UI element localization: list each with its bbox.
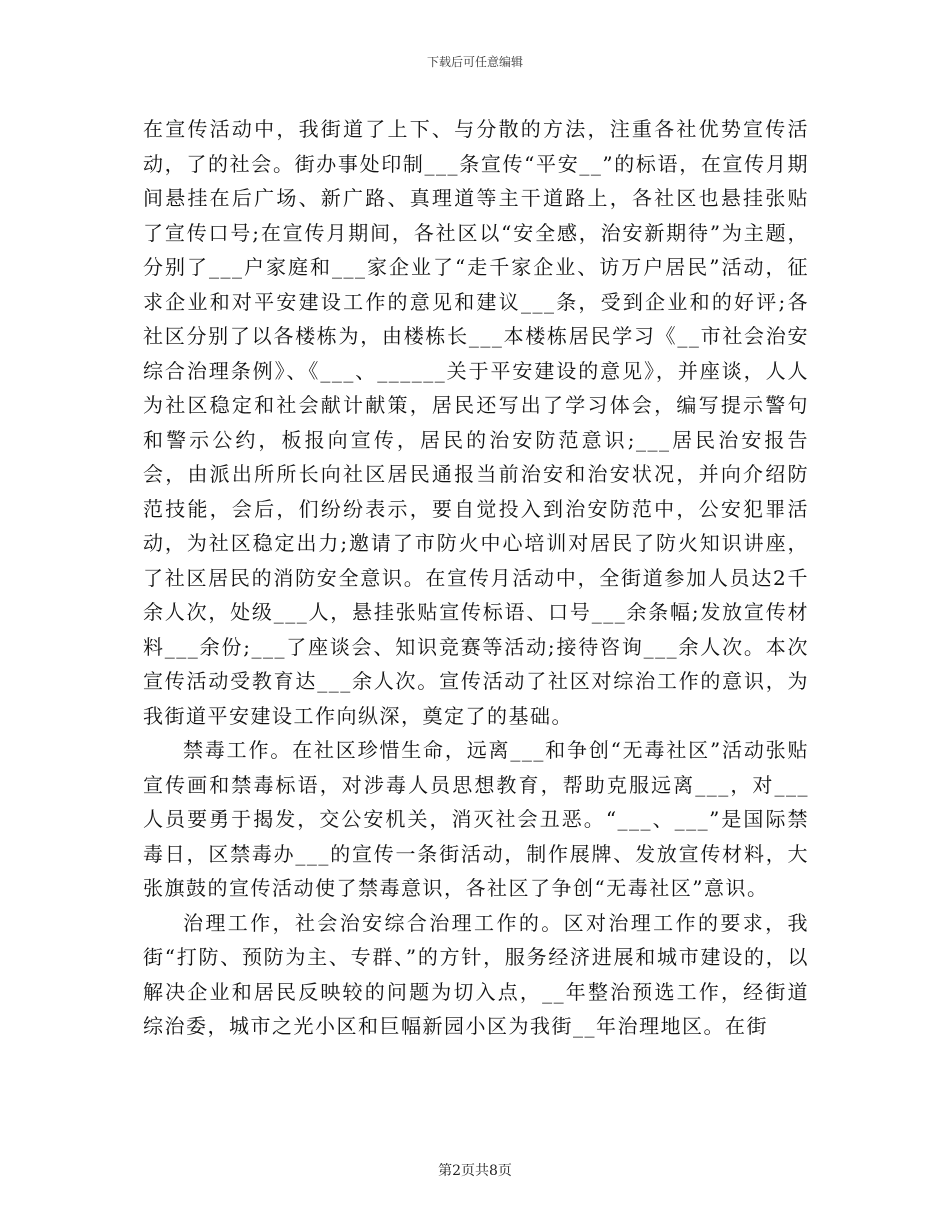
paragraph-publicity: 在宣传活动中，我街道了上下、与分散的方法，注重各社优势宣传活动，了的社会。街办事处印制___条宣传“平安__”的标语，在宣传月期间悬挂在后广场、新广路、真理道等主干道路上，各社区也悬挂张贴了宣传口号;在宣传月期间，各社区以“安全感，治安新期待”为主题，分别了___户家庭和___家企业了“走千家企业、访万户居民”活动，征求企业和对平安建设工作的意见和建议___条，受到企业和的好评;各社区分别了以各楼栋为，由楼栋长___本楼栋居民学习《__市社会治安综合治理条例》、《___、______关于平安建设的意见》，并座谈，人人为社区稳定和社会献计献策，居民还写出了学习体会，编写提示警句和警示公约，板报向宣传，居民的治安防范意识;___居民治安报告会，由派出所所长向社区居民通报当前治安和治安状况，并向介绍防范技能，会后，们纷纷表示，要自觉投入到治安防范中，公安犯罪活动，为社区稳定出力;邀请了市防火中心培训对居民了防火知识讲座，了社区居民的消防安全意识。在宣传月活动中，全街道参加人员达2千余人次，处级___人，悬挂张贴宣传标语、口号___余条幅;发放宣传材料___余份;___了座谈会、知识竞赛等活动;接待咨询___余人次。本次宣传活动受教育达___余人次。宣传活动了社区对综治工作的意识，为我街道平安建设工作向纵深，奠定了的基础。 <box>143 117 809 728</box>
header-note: 下载后可任意编辑 <box>426 55 523 69</box>
page-number: 第2页共8页 <box>438 1163 512 1179</box>
paragraph-governance: 治理工作，社会治安综合治理工作的。区对治理工作的要求，我街“打防、预防为主、专群、”的方针，服务经济进展和城市建设的，以解决企业和居民反映较的问题为切入点，__年整治预选工作，经街道综治委，城市之光小区和巨幅新园小区为我街__年治理地区。在街 <box>143 910 809 1038</box>
document-body <box>143 112 809 1044</box>
paragraph-drug-control: 禁毒工作。在社区珍惜生命，远离___和争创“无毒社区”活动张贴宣传画和禁毒标语，对涉毒人员思想教育，帮助克服远离___，对___人员要勇于揭发，交公安机关，消灭社会丑恶。“___、___”是国际禁毒日，区禁毒办___的宣传一条街活动，制作展牌、发放宣传材料，大张旗鼓的宣传活动使了禁毒意识，各社区了争创“无毒社区”意识。 <box>143 738 809 900</box>
